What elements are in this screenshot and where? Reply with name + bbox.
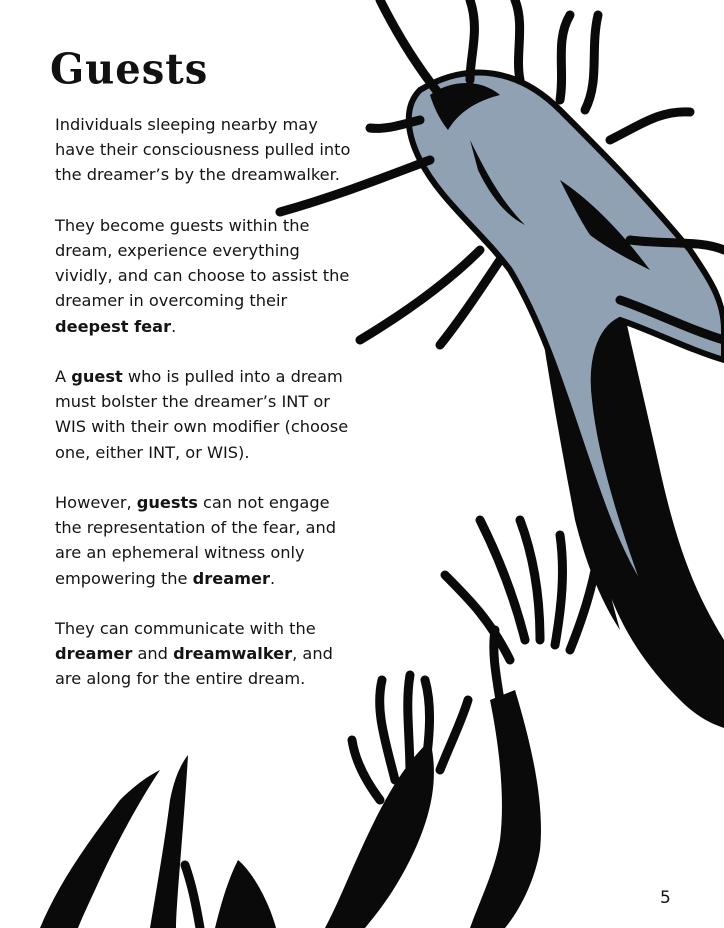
text-segment: Individuals sleeping nearby may have their consciousness pulled into the dreamer’s by the dreamwalker. bbox=[55, 115, 351, 185]
body-text bbox=[55, 112, 355, 717]
bold-term: dreamer bbox=[192, 568, 270, 588]
paragraph bbox=[55, 616, 355, 692]
text-segment: who is pulled into a dream must bolster the dreamer’s INT or WIS with their own modifier (choose one, either INT, or WIS). bbox=[55, 367, 349, 462]
text-segment: . bbox=[171, 316, 177, 336]
paragraph bbox=[55, 213, 355, 339]
paragraph bbox=[55, 112, 355, 188]
bold-term: guest bbox=[71, 367, 123, 386]
text-segment: and bbox=[132, 644, 174, 664]
bold-term: dreamwalker bbox=[173, 644, 293, 664]
paragraph bbox=[55, 490, 355, 591]
skeletal-hand-right bbox=[445, 520, 598, 928]
bold-term: guests bbox=[136, 493, 198, 512]
text-segment: can not engage the representation of the fear, and are an ephemeral witness only empowering the bbox=[55, 493, 337, 588]
bold-term: dreamer bbox=[55, 644, 133, 664]
text-segment: They become guests within the dream, experience everything vividly, and can choose to assist the dreamer in overcoming their bbox=[55, 215, 350, 311]
paragraph bbox=[55, 364, 355, 465]
bold-term: deepest fear bbox=[55, 316, 172, 336]
page-title: Guests bbox=[50, 44, 209, 95]
text-segment: They can communicate with the bbox=[55, 619, 316, 638]
text-segment: . bbox=[269, 568, 276, 588]
text-segment: , and are along for the entire dream. bbox=[55, 644, 333, 689]
branches-bottom-left bbox=[40, 755, 276, 928]
text-segment: A bbox=[55, 367, 72, 386]
text-segment: However, bbox=[55, 493, 137, 512]
page-number: 5 bbox=[660, 888, 671, 908]
